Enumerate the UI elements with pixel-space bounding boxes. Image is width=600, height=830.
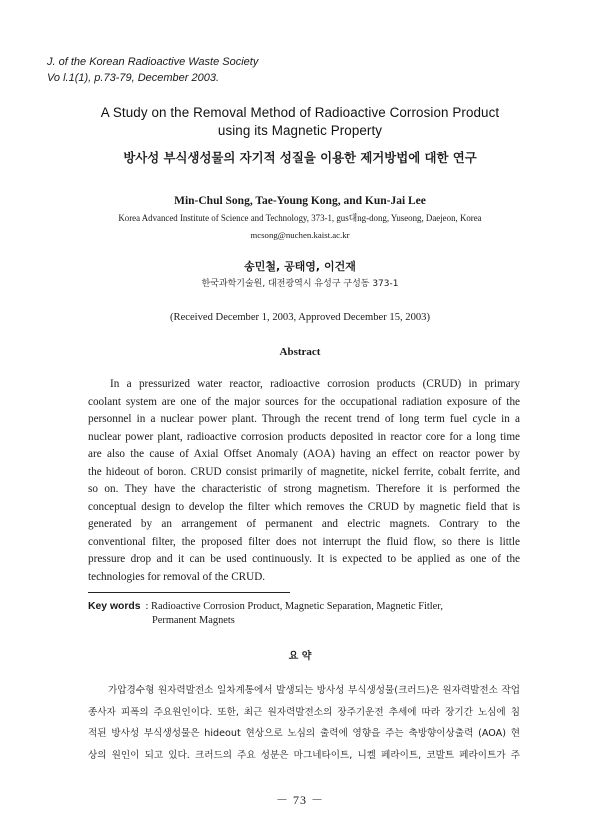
korean-abstract-line: 적된 방사성 부식생성물은 hideout 현상으로 노심의 출력에 영향을 주는 축방향이상출력 (AOA) 현 — [88, 728, 520, 740]
authors-korean: 송민철, 공태영, 이건재 — [244, 260, 356, 273]
korean-abstract-body — [88, 680, 520, 767]
korean-abstract-heading: 요 약 — [288, 651, 312, 662]
abstract-line: conventional filter, the proposed filter does not interrupt the fluid flow, so there is little — [88, 535, 520, 548]
abstract-line: generated by an arrangement of permanent and electric magnets. Contrary to the — [88, 518, 520, 530]
keywords-text: : Radioactive Corrosion Product, Magnetic Separation, Magnetic Fitler, — [145, 601, 443, 612]
abstract-line: nuclear power plant, radioactive corrosion products deposited in reactor core for a long time — [88, 430, 520, 443]
journal-name: J. of the Korean Radioactive Waste Society — [47, 56, 259, 68]
korean-abstract-line: 상의 원인이 되고 있다. 크러드의 주요 성분은 마그네타이트, 니켈 페라이트, 코발트 페라이트가 주 — [88, 750, 520, 762]
affiliation-korean: 한국과학기술원, 대전광역시 유성구 구성동 373-1 — [201, 279, 399, 289]
journal-volume: Vo l.1(1), p.73-79, December 2003. — [47, 72, 220, 84]
abstract-line: In a pressurized water reactor, radioactive corrosion products (CRUD) in primary — [110, 378, 520, 390]
abstract-line: technologies for removal of the CRUD. — [88, 570, 266, 583]
abstract-line: the hideout of boron. CRUD consist primarily of magnetite, nickel ferrite, cobalt ferrite, and — [88, 465, 520, 478]
title-korean: 방사성 부식생성물의 자기적 성질을 이용한 제거방법에 대한 연구 — [123, 150, 477, 165]
page-number: － 73 － — [275, 793, 324, 807]
abstract-line: personnel in a nuclear power plant. Through the recent trend of long term fuel cycle in a — [88, 413, 520, 425]
affiliation-english: Korea Advanced Institute of Science and Technology, 373-1, gus대ng-dong, Yuseong, Daejeon, Korea — [118, 213, 482, 223]
authors-english: Min-Chul Song, Tae-Young Kong, and Kun-Jai Lee — [174, 195, 426, 207]
korean-abstract-line: 종사자 피폭의 주요원인이다. 또한, 최근 원자력발전소의 장주기운전 추세에 따라 장기간 노심에 침 — [88, 706, 520, 718]
abstract-line: conceptual design to develop the filter which removes the CRUD by magnetic field that is — [88, 500, 520, 513]
keywords-line — [88, 600, 443, 614]
korean-abstract-line: 가압경수형 원자력발전소 일차계통에서 발생되는 방사성 부식생성물(크러드)은 원자력발전소 작업 — [108, 685, 520, 696]
keywords-rule — [88, 592, 290, 593]
abstract-line: pressure drop and it can be used continuously. It is expected to be applied as one of the — [88, 553, 520, 565]
abstract-line: are also the cause of Axial Offset Anomaly (AOA) having an effect on reactor power by — [88, 448, 520, 460]
title-english-line1: A Study on the Removal Method of Radioactive Corrosion Product — [100, 105, 500, 120]
abstract-line: so on. They have the characteristic of strong magnetism. Therefore it is performed the — [88, 483, 520, 495]
keywords-text-line2: Permanent Magnets — [152, 615, 235, 626]
abstract-heading: Abstract — [279, 346, 321, 358]
abstract-line: coolant system are one of the major sources for the occupational radiation exposure of the — [88, 395, 520, 408]
keywords-label: Key words — [88, 601, 141, 612]
received-dates: (Received December 1, 2003, Approved December 15, 2003) — [169, 312, 431, 323]
author-email: mcsong@nuchen.kaist.ac.kr — [250, 230, 350, 240]
title-english-line2: using its Magnetic Property — [217, 123, 383, 138]
abstract-body — [88, 376, 520, 586]
